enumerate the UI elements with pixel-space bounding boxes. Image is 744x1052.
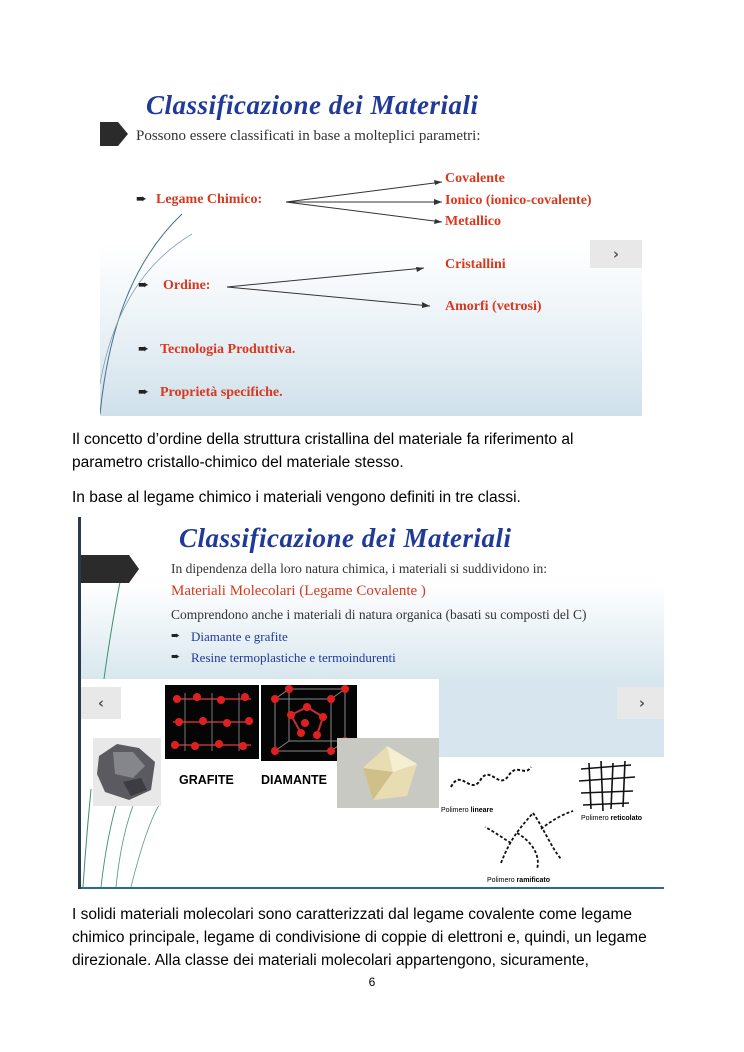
graphite-rock-image	[93, 738, 161, 806]
graphite-structure-image	[165, 685, 259, 759]
ordine-item-cristallini: Cristallini	[445, 257, 506, 272]
proprieta-label: Proprietà specifiche.	[160, 385, 283, 400]
slide1-title: Classificazione dei Materiali	[146, 90, 479, 120]
slide2-next-button[interactable]: ›	[617, 687, 664, 719]
slide2-heading: Materiali Molecolari (Legame Covalente )	[171, 583, 426, 599]
slide1-next-button[interactable]: ›	[590, 240, 642, 268]
arrow-bullet-icon: ➨	[138, 278, 149, 293]
legame-item-metallico: Metallico	[445, 214, 501, 229]
arrow-bullet-icon: ➨	[171, 650, 181, 663]
arrow-bullet-icon: ➨	[138, 385, 149, 400]
label-polimero-lineare: Polimero lineare	[441, 807, 494, 814]
paragraph-3-line-1: I solidi materiali molecolari sono caratterizzati dal legame covalente come legame	[72, 906, 632, 923]
ordine-item-amorfi: Amorfi (vetrosi)	[445, 299, 542, 314]
slide1-subtitle: Possono essere classificati in base a molteplici parametri:	[136, 128, 481, 144]
slide-classificazione-2	[78, 517, 664, 889]
arrow-bullet-icon: ➨	[171, 629, 181, 642]
label-diamante: DIAMANTE	[261, 773, 327, 787]
slide2-bullet-resine: Resine termoplastiche e termoindurenti	[191, 650, 396, 665]
slide2-desc: Comprendono anche i materiali di natura organica (basati su composti del C)	[171, 607, 587, 622]
legame-label: Legame Chimico:	[156, 192, 263, 207]
slide2-prev-button[interactable]: ‹	[81, 687, 121, 719]
slide2-bottom-border	[81, 887, 664, 889]
tecnologia-label: Tecnologia Produttiva.	[160, 342, 296, 357]
ordine-label: Ordine:	[163, 278, 211, 293]
paragraph-3-line-2: chimico principale, legame di condivisione di coppie di elettroni e, quindi, un legame	[72, 929, 647, 946]
label-polimero-reticolato: Polimero reticolato	[581, 815, 643, 822]
slide2-intro: In dipendenza della loro natura chimica, i materiali si suddividono in:	[171, 561, 548, 576]
paragraph-3-line-3: direzionale. Alla classe dei materiali molecolari appartengono, sicuramente,	[72, 952, 589, 969]
label-grafite: GRAFITE	[179, 773, 234, 787]
slide2-title: Classificazione dei Materiali	[179, 523, 512, 553]
paragraph-2: In base al legame chimico i materiali vengono definiti in tre classi.	[72, 489, 521, 506]
arrow-bullet-icon: ➨	[136, 192, 147, 207]
polymer-drawings	[441, 757, 664, 887]
label-polimero-ramificato: Polimero ramificato	[487, 877, 551, 884]
paragraph-1-line-2: parametro cristallo-chimico del materiale stesso.	[72, 454, 404, 471]
paragraph-1-line-1: Il concetto d’ordine della struttura cristallina del materiale fa riferimento al	[72, 431, 574, 448]
slide-classificazione-1	[100, 84, 642, 416]
legame-item-ionico: Ionico (ionico-covalente)	[445, 193, 592, 208]
slide2-bullet-diamante: Diamante e grafite	[191, 629, 288, 644]
arrow-bullet-icon: ➨	[138, 342, 149, 357]
legame-item-covalente: Covalente	[445, 171, 505, 186]
page-number: 6	[368, 975, 376, 989]
diamond-gem-image	[337, 738, 439, 808]
